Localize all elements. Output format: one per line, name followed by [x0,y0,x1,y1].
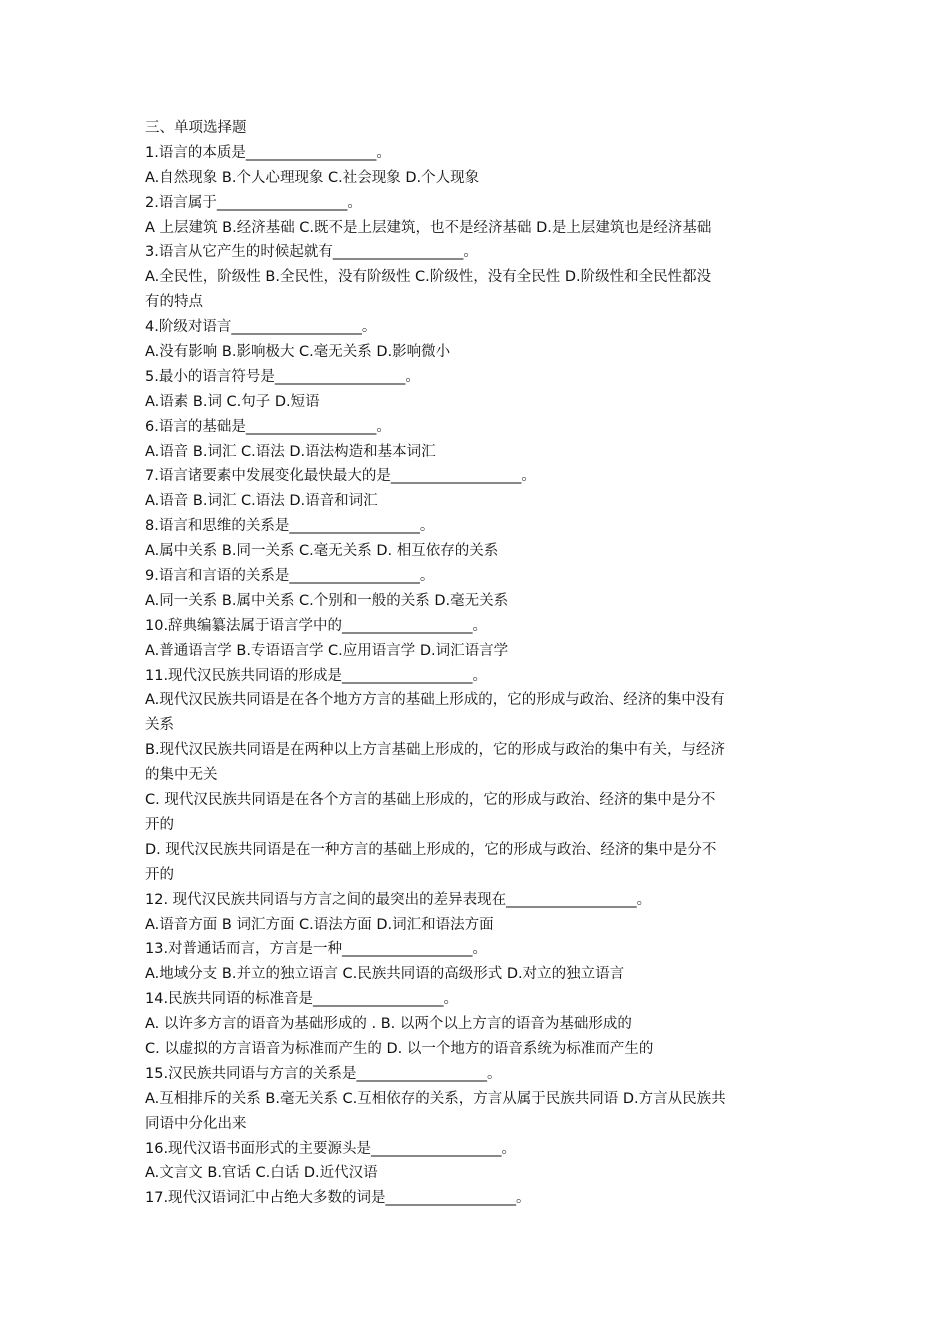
text-line: 7.语言诸要素中发展变化最快最大的是__________________。 [145,468,536,485]
text-line: 开的 [145,866,174,883]
text-line: A.属中关系 B.同一关系 C.毫无关系 D. 相互依存的关系 [145,543,499,560]
text-line: A.语素 B.词 C.句子 D.短语 [145,393,320,410]
text-line: C. 以虚拟的方言语音为标准而产生的 D. 以一个地方的语音系统为标准而产生的 [145,1040,654,1057]
text-line: A.文言文 B.官话 C.白话 D.近代汉语 [145,1165,378,1182]
text-line: A.同一关系 B.属中关系 C.个别和一般的关系 D.毫无关系 [145,592,509,609]
text-line: 15.汉民族共同语与方言的关系是__________________。 [145,1065,502,1082]
text-line: 12. 现代汉民族共同语与方言之间的最突出的差异表现在__________________。 [145,891,652,908]
text-line: 开的 [145,816,174,833]
text-line: 2.语言属于__________________。 [145,194,362,211]
text-line: 有的特点 [145,294,203,311]
text-line: A.自然现象 B.个人心理现象 C.社会现象 D.个人现象 [145,169,480,186]
text-line: 6.语言的基础是__________________。 [145,418,391,435]
section-title: 三、单项选择题 [145,120,247,136]
text-line: A.语音 B.词汇 C.语法 D.语音和词汇 [145,493,378,510]
text-line: A.地域分支 B.并立的独立语言 C.民族共同语的高级形式 D.对立的独立语言 [145,966,625,983]
text-line: 10.辞典编纂法属于语言学中的__________________。 [145,617,488,634]
text-line: 9.语言和言语的关系是__________________。 [145,568,435,585]
text-line: B.现代汉民族共同语是在两种以上方言基础上形成的，它的形成与政治的集中有关，与经济 [145,742,726,759]
text-line: 13.对普通话而言，方言是一种__________________。 [145,941,488,958]
text-line: A.语音方面 B 词汇方面 C.语法方面 D.词汇和语法方面 [145,916,494,933]
text-line: 5.最小的语言符号是__________________。 [145,368,420,385]
text-line: A.全民性，阶级性 B.全民性，没有阶级性 C.阶级性，没有全民性 D.阶级性和全民性都没 [145,269,712,286]
question-lines [145,141,815,1211]
text-line: A.没有影响 B.影响极大 C.毫无关系 D.影响微小 [145,344,451,361]
text-line: 3.语言从它产生的时候起就有__________________。 [145,244,478,261]
text-line: 关系 [145,717,174,734]
text-line: 14.民族共同语的标准音是__________________。 [145,991,459,1008]
text-line: A.互相排斥的关系 B.毫无关系 C.互相依存的关系，方言从属于民族共同语 D.方言从民族共 [145,1090,726,1107]
text-line: 11.现代汉民族共同语的形成是__________________。 [145,667,488,684]
text-line: A. 以许多方言的语音为基础形成的 . B. 以两个以上方言的语音为基础形成的 [145,1016,632,1033]
text-line: C. 现代汉民族共同语是在各个方言的基础上形成的，它的形成与政治、经济的集中是分不 [145,792,716,809]
text-line: 8.语言和思维的关系是__________________。 [145,518,435,535]
text-line: 16.现代汉语书面形式的主要源头是__________________。 [145,1140,517,1157]
text-line: 4.阶级对语言__________________。 [145,319,377,336]
text-line: A.现代汉民族共同语是在各个地方方言的基础上形成的，它的形成与政治、经济的集中没有 [145,692,725,709]
text-line: 17.现代汉语词汇中占绝大多数的词是__________________。 [145,1190,531,1207]
text-line: A.语音 B.词汇 C.语法 D.语法构造和基本词汇 [145,443,436,460]
text-line: A.普通语言学 B.专语语言学 C.应用语言学 D.词汇语言学 [145,642,509,659]
exam-content [145,116,815,1211]
text-line: 1.语言的本质是__________________。 [145,144,391,161]
text-line: A 上层建筑 B.经济基础 C.既不是上层建筑，也不是经济基础 D.是上层建筑也是经济基础 [145,219,712,236]
text-line: 同语中分化出来 [145,1115,247,1132]
text-line: 的集中无关 [145,767,218,784]
text-line: D. 现代汉民族共同语是在一种方言的基础上形成的，它的形成与政治、经济的集中是分不 [145,841,717,858]
